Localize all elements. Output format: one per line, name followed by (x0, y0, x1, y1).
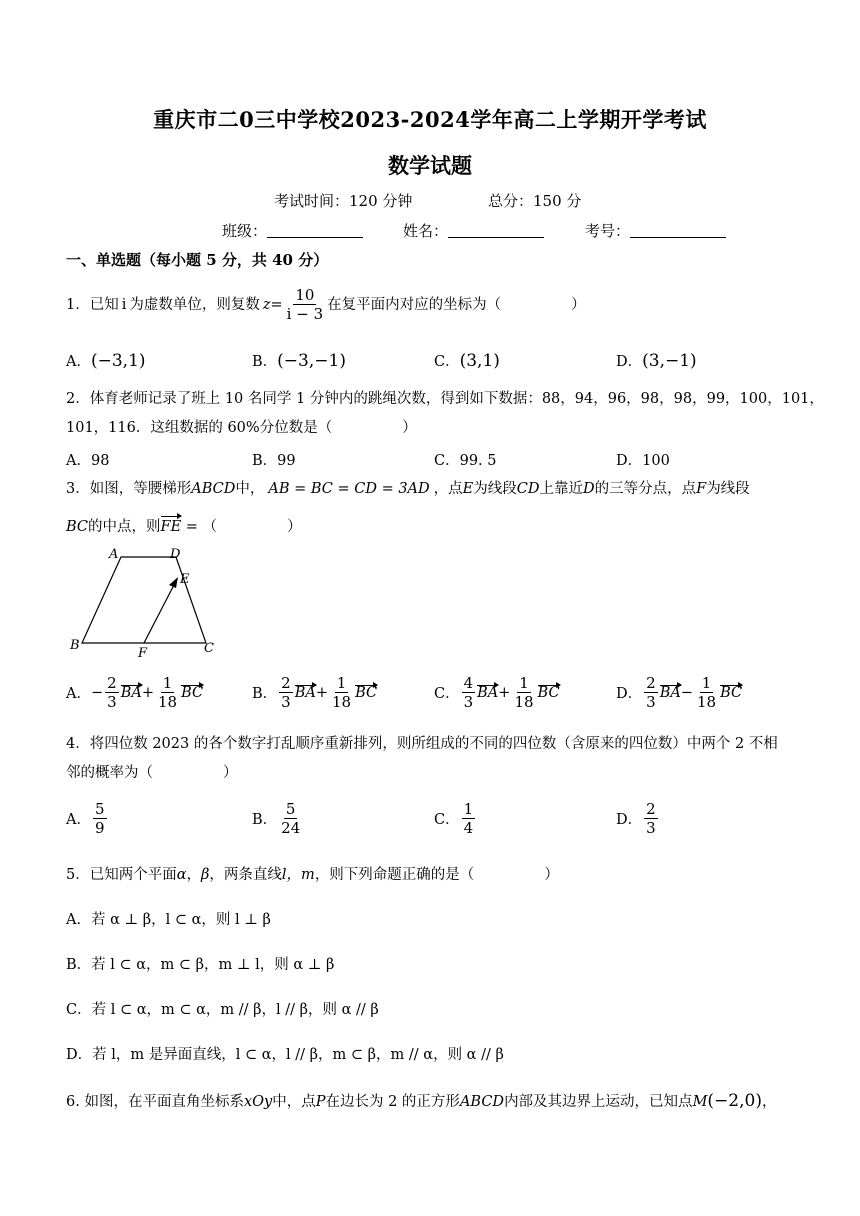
question-6 (66, 1090, 776, 1113)
vector-bc: BC (537, 684, 560, 701)
trapezoid-figure (66, 545, 226, 660)
question-1 (66, 286, 586, 323)
q1-numerator: 10 (295, 286, 315, 304)
q4-text: 邻的概率为（ (66, 765, 153, 781)
option-value: (3,1) (459, 351, 500, 371)
q1-eq: = (270, 296, 283, 313)
fraction-numerator: 1 (162, 674, 173, 692)
id-field (585, 220, 726, 241)
class-label: 班级： (222, 222, 268, 240)
q4-line-2 (66, 762, 238, 784)
option-fraction (330, 674, 353, 711)
vector-fe-line (144, 581, 176, 643)
option-label: B． (252, 812, 278, 828)
q3-text: 为线段 (473, 481, 517, 497)
label-e: E (180, 572, 190, 587)
q2-option-c: C．99. 5 (434, 453, 497, 469)
q6-text: 中，点 (272, 1094, 316, 1110)
q4-option-b (252, 800, 304, 837)
q5-option-d: D．若 l，m 是异面直线，l ⊂ α，l // β，m ⊂ β，m // α，则 α // β (66, 1047, 504, 1063)
q6-text: 内部及其边界上运动，已知点 (504, 1094, 693, 1110)
q3-vector-fe: FE (161, 516, 182, 538)
option-label: A． (66, 686, 91, 702)
option-fraction (644, 800, 658, 837)
q3-var: ABCD (191, 481, 236, 497)
fraction-denominator: 3 (646, 693, 656, 711)
id-blank (630, 223, 726, 238)
q4-close: ） (223, 765, 238, 781)
option-label: D． (616, 686, 643, 702)
option-label: A． (66, 812, 91, 828)
option-fraction (512, 674, 535, 711)
section-title: 一、单选题（每小题 5 分，共 40 分） (66, 251, 329, 269)
option-fraction (156, 674, 179, 711)
option-value: (−3,−1) (277, 351, 346, 371)
fraction-denominator: 18 (332, 693, 352, 711)
vector-bc: BC (720, 684, 743, 701)
q3-equation: AB = BC = CD = 3AD (268, 481, 430, 497)
vector-ba: BA (120, 684, 142, 701)
option-fraction (644, 674, 658, 711)
q1-fraction (285, 286, 325, 323)
q5-beta: β (201, 867, 210, 883)
q5-text: ， (186, 867, 202, 883)
q3-text: ，点 (433, 481, 463, 497)
vector-ba: BA (294, 684, 316, 701)
name-blank (448, 223, 544, 238)
fraction-denominator: 4 (463, 819, 474, 837)
q3-text: 为线段 (706, 481, 750, 497)
label-a: A (109, 547, 119, 562)
q1-text-pre: 1．已知 (66, 296, 119, 313)
vector-ba: BA (477, 684, 499, 701)
question-5 (66, 864, 559, 886)
q5-alpha: α (176, 867, 187, 883)
fraction-denominator: 3 (107, 693, 117, 711)
fraction-numerator: 1 (463, 800, 474, 818)
q6-var: M (692, 1094, 708, 1110)
q3-option-c (434, 674, 560, 711)
vector-fe-arrowhead (169, 577, 178, 588)
fraction-denominator: 3 (281, 693, 291, 711)
q5-text: ，两条直线 (209, 867, 282, 883)
fraction-numerator: 2 (107, 674, 117, 692)
label-c: C (204, 641, 214, 656)
q3-option-a (66, 674, 203, 711)
q1-option-c (434, 350, 500, 371)
q4-option-a (66, 800, 109, 837)
label-b: B (70, 638, 80, 653)
fraction-numerator: 5 (285, 800, 296, 818)
class-field (222, 220, 363, 241)
q6-text: 6. 如图，在平面直角坐标系 (66, 1094, 244, 1110)
option-label: D． (616, 812, 643, 828)
fraction-denominator: 9 (94, 819, 105, 837)
fraction-denominator: 18 (157, 693, 178, 711)
q5-text: 5．已知两个平面 (66, 867, 177, 883)
q6-var: P (315, 1094, 326, 1110)
fraction-denominator: 24 (281, 819, 301, 837)
q1-option-a (66, 350, 146, 371)
q1-text-post: 在复平面内对应的坐标为（ (327, 296, 502, 313)
q2-close: ） (402, 420, 417, 436)
option-fraction (93, 800, 107, 837)
exam-title: 重庆市二0三中学校2023-2024学年高二上学期开学考试 (153, 107, 707, 132)
q3-var: E (462, 481, 474, 497)
id-label: 考号： (585, 222, 631, 240)
class-blank (267, 223, 363, 238)
q3-option-b (252, 674, 377, 711)
trapezoid-shape (82, 557, 206, 643)
option-value: (−3,1) (90, 351, 146, 371)
option-label: C． (434, 686, 460, 702)
fraction-numerator: 4 (463, 674, 474, 692)
fraction-denominator: 18 (514, 693, 534, 711)
q6-text: ， (761, 1094, 777, 1110)
label-f: F (138, 646, 148, 660)
q1-option-b (252, 350, 346, 371)
q5-option-b: B．若 l ⊂ α，m ⊂ β，m ⊥ l，则 α ⊥ β (66, 957, 335, 973)
fraction-numerator: 2 (646, 674, 656, 692)
label-d: D (170, 547, 181, 562)
option-fraction (105, 674, 119, 711)
option-fraction (695, 674, 718, 711)
q2-option-a: A．98 (66, 453, 110, 469)
q3-text: 中， (235, 481, 265, 497)
option-sign: − (680, 684, 693, 701)
q1-var-z: z (262, 296, 271, 313)
q3-var: F (696, 481, 707, 497)
fraction-numerator: 1 (336, 674, 347, 692)
q2-text: 101，116．这组数据的 60%分位数是（ (66, 420, 333, 436)
exam-score: 总分：150 分 (488, 192, 582, 210)
q3-line-1 (66, 478, 750, 500)
q6-coordinate: (−2,0) (707, 1091, 762, 1111)
vector-bc: BC (181, 684, 204, 701)
q5-lines: l，m (281, 867, 315, 883)
option-fraction (462, 800, 476, 837)
q3-var: D (582, 481, 595, 497)
q3-close: ） (287, 519, 302, 535)
q4-option-c (434, 800, 477, 837)
option-label: C． (434, 354, 460, 370)
q1-text-mid: 为虚数单位，则复数 (129, 296, 260, 313)
option-value: (3,−1) (642, 351, 697, 371)
q2-line-1: 2．体育老师记录了班上 10 名同学 1 分钟内的跳绳次数，得到如下数据：88，94，96，98，98，99，100，101， (66, 391, 824, 407)
option-fraction (462, 674, 476, 711)
q3-text: = （ (181, 519, 218, 535)
q4-line-1: 4．将四位数 2023 的各个数字打乱顺序重新排列，则所组成的不同的四位数（含原来的四位数）中两个 2 不相 (66, 736, 778, 752)
q1-denominator: i − 3 (286, 305, 324, 323)
option-label: A． (66, 354, 91, 370)
q1-imag-unit: i (121, 296, 127, 313)
q2-line-2 (66, 417, 417, 439)
option-sign: + (498, 684, 511, 701)
name-label: 姓名： (403, 222, 449, 240)
option-fraction (279, 674, 293, 711)
q3-text: 3．如图，等腰梯形 (66, 481, 192, 497)
option-sign: − (90, 684, 104, 701)
option-label: B． (252, 686, 278, 702)
fraction-denominator: 3 (646, 819, 656, 837)
q1-option-d (616, 350, 697, 371)
q5-text: ，则下列命题正确的是（ (314, 867, 475, 883)
q6-text: 在边长为 2 的正方形 (325, 1094, 460, 1110)
exam-subtitle: 数学试题 (388, 153, 472, 178)
option-sign: + (141, 684, 154, 701)
q5-close: ） (544, 867, 559, 883)
q1-close: ） (571, 296, 586, 313)
q5-option-a: A．若 α ⊥ β，l ⊂ α，则 l ⊥ β (66, 912, 271, 928)
exam-time: 考试时间：120 分钟 (274, 192, 413, 210)
q3-option-d (616, 674, 742, 711)
option-label: C． (434, 812, 460, 828)
fraction-numerator: 2 (646, 800, 656, 818)
fraction-numerator: 1 (701, 674, 712, 692)
q3-var: BC (66, 519, 89, 535)
q3-line-2 (66, 516, 302, 538)
q6-var: ABCD (459, 1094, 505, 1110)
q2-option-d: D．100 (616, 453, 670, 469)
option-sign: + (315, 684, 328, 701)
option-label: B． (252, 354, 278, 370)
vector-bc: BC (355, 684, 378, 701)
name-field (403, 220, 544, 241)
fraction-numerator: 1 (519, 674, 529, 692)
q3-var: CD (516, 481, 540, 497)
q5-option-c: C．若 l ⊂ α，m ⊂ α，m // β，l // β，则 α // β (66, 1002, 379, 1018)
option-label: D． (616, 354, 643, 370)
option-fraction (279, 800, 302, 837)
q4-option-d (616, 800, 660, 837)
fraction-denominator: 18 (696, 693, 717, 711)
fraction-numerator: 2 (281, 674, 291, 692)
fraction-denominator: 3 (463, 693, 474, 711)
q2-option-b: B．99 (252, 453, 296, 469)
q3-text: 上靠近 (539, 481, 583, 497)
q6-var: xOy (243, 1094, 273, 1110)
vector-ba: BA (659, 684, 681, 701)
q3-text: 的中点，则 (88, 519, 161, 535)
q3-text: 的三等分点，点 (594, 481, 697, 497)
fraction-numerator: 5 (94, 800, 105, 818)
